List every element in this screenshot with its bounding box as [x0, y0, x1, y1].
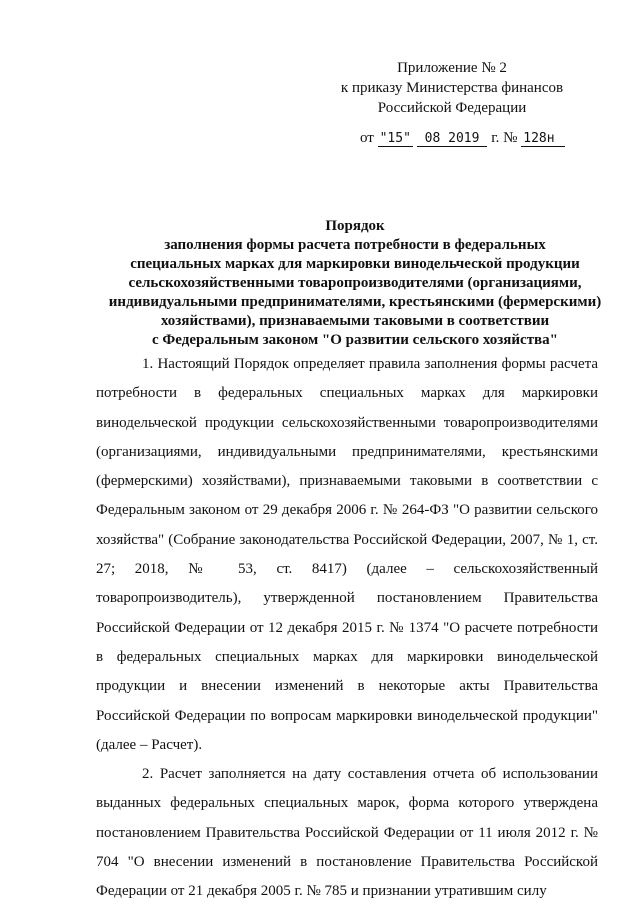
title-heading: Порядок — [325, 218, 385, 234]
paragraph-2: 2. Расчет заполняется на дату составления отчета об использовании выданных федеральных специальных марок, форма которого утверждена постановлением Правительства Российской Федерации от 11 июля 2012 г. № 704 "О внесении изменений в постановление Правительства Российской Федерации от 21 декабря 2005 г. № 785 и признании утратившим силу — [96, 766, 598, 900]
appendix-number: Приложение № 2 — [397, 60, 507, 76]
title-line: с Федеральным законом "О развитии сельского хозяйства" — [151, 332, 558, 348]
document-title — [70, 217, 640, 350]
appendix-header — [322, 58, 582, 118]
order-day: "15" — [379, 131, 411, 146]
title-line: специальных марках для маркировки винодельческой продукции — [130, 256, 580, 272]
title-line: хозяйствами), признаваемыми таковыми в соответствии — [160, 313, 550, 329]
title-line: индивидуальными предпринимателями, крестьянскими (фермерскими) — [108, 294, 602, 310]
paragraph-1: 1. Настоящий Порядок определяет правила заполнения формы расчета потребности в федеральных специальных марках для маркировки винодельческой продукции сельскохозяйственными товаропроизводителями (организациями, индивидуальными предпринимателями, крестьянскими (фермерскими) хозяйствами), признаваемыми таковыми в соответствии с Федеральным законом от 29 декабря 2006 г. № 264-ФЗ "О развитии сельского хозяйства" (Собрание законодательства Российской Федерации, 2007, № 1, ст. 27; 2018, № 53, ст. 8417) (далее – сельскохозяйственный товаропроизводитель), утвержденной постановлением Правительства Российской Федерации от 12 декабря 2015 г. № 1374 "О расчете потребности в федеральных специальных марках для маркировки винодельческой продукции и внесении изменений в некоторые акты Правительства Российской Федерации по вопросам маркировки винодельческой продукции" (далее – Расчет). — [96, 356, 598, 753]
title-line: заполнения формы расчета потребности в федеральных — [164, 237, 546, 253]
order-number-label: г. № — [491, 130, 518, 146]
title-line: сельскохозяйственными товаропроизводителями (организациями, — [128, 275, 582, 291]
order-number: 128н — [521, 131, 564, 147]
order-prefix: от — [360, 130, 374, 146]
appendix-order-ref: к приказу Министерства финансов — [340, 80, 564, 96]
appendix-federation: Российской Федерации — [377, 100, 527, 116]
order-date-number — [360, 130, 565, 147]
document-body — [96, 350, 598, 907]
order-month-year: 08 2019 — [417, 131, 488, 147]
